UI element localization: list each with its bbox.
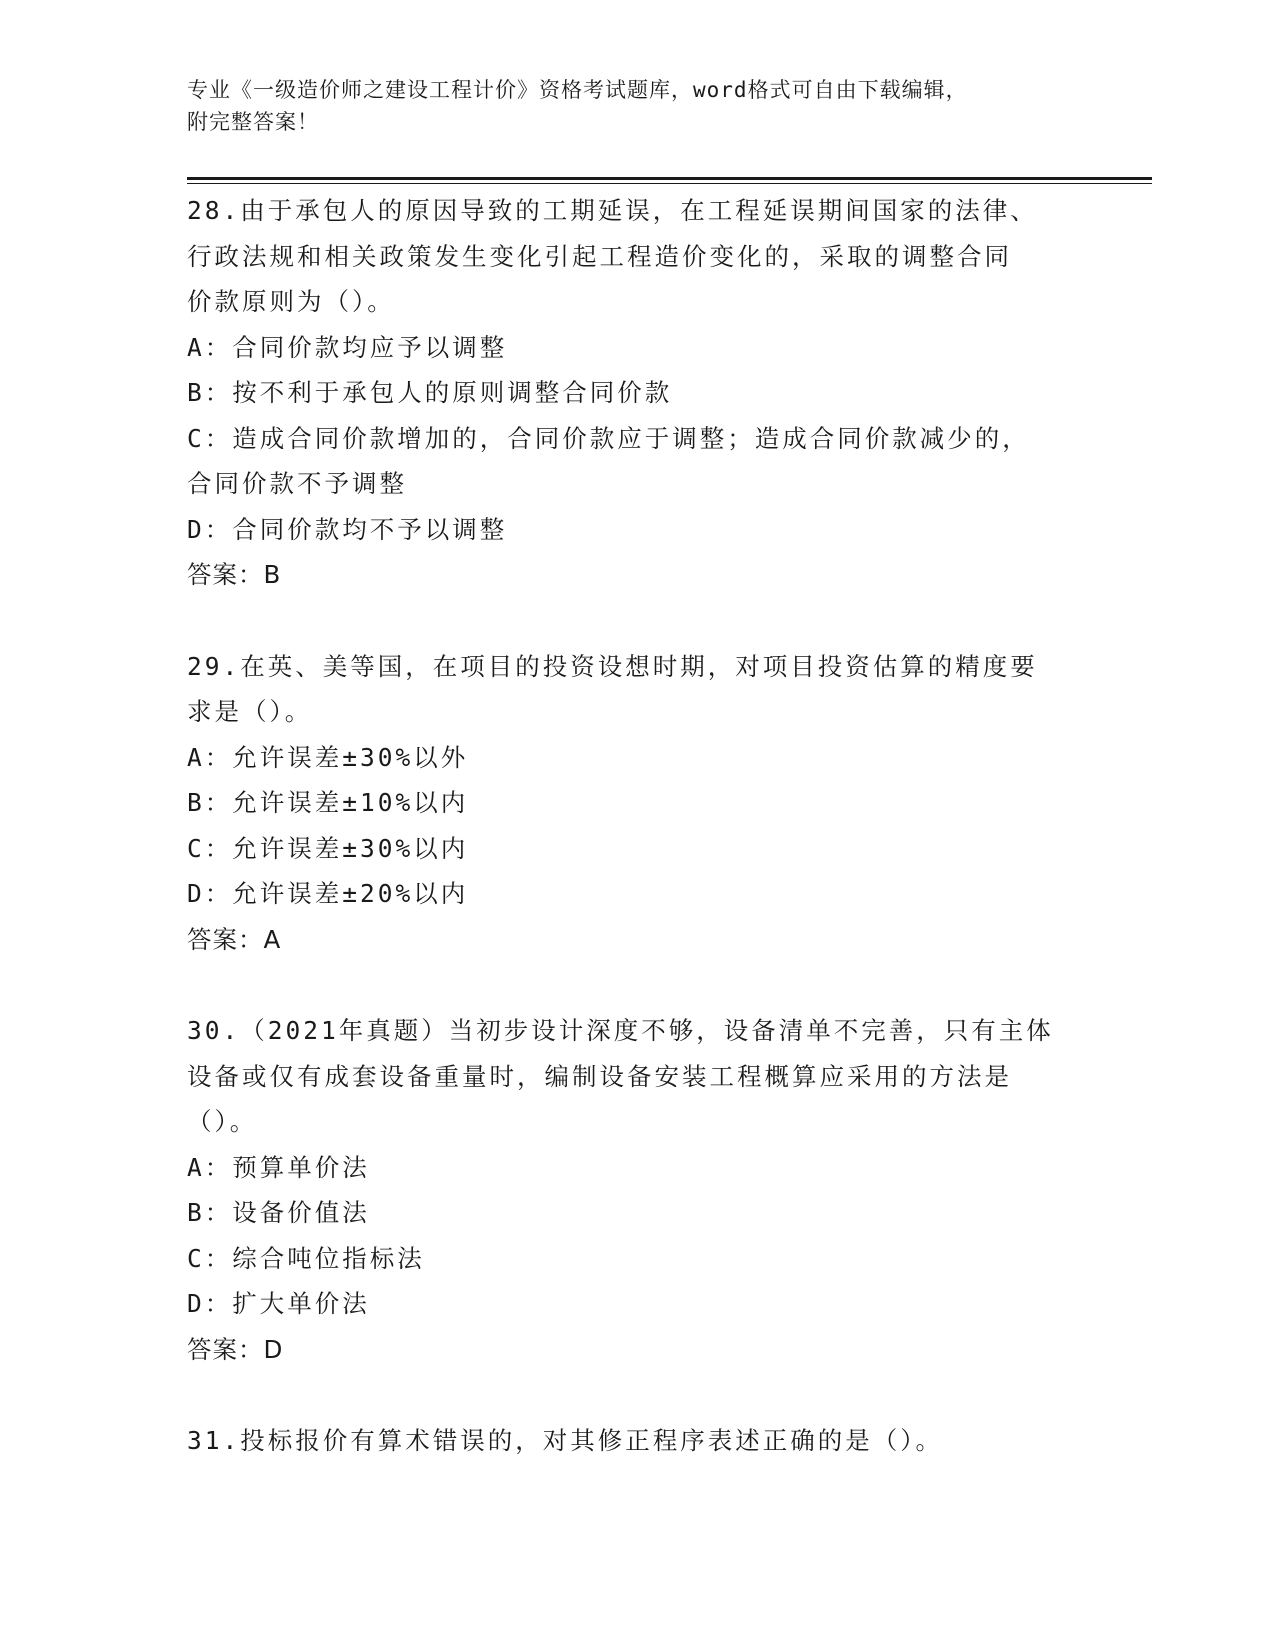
option-b bbox=[187, 1190, 1087, 1236]
answer: 答案：A bbox=[187, 924, 282, 954]
option-a bbox=[187, 325, 1087, 371]
header-line-2: 附完整答案！ bbox=[187, 110, 319, 134]
question-stem bbox=[187, 1418, 1087, 1464]
option-a bbox=[187, 1145, 1087, 1191]
option-line: 合同价款不予调整 bbox=[187, 469, 407, 498]
option-b bbox=[187, 370, 1087, 416]
option-line: B：允许误差±10%以内 bbox=[187, 788, 469, 817]
spacer bbox=[187, 598, 1087, 644]
option-line: C：允许误差±30%以内 bbox=[187, 833, 469, 863]
option-d bbox=[187, 1281, 1087, 1327]
spacer bbox=[187, 1372, 1087, 1418]
option-line: A：合同价款均应予以调整 bbox=[187, 332, 508, 362]
question-stem bbox=[187, 644, 1087, 735]
option-line: A：允许误差±30%以外 bbox=[187, 742, 469, 772]
option-line: D：扩大单价法 bbox=[187, 1289, 370, 1318]
option-line: D：合同价款均不予以调整 bbox=[187, 514, 508, 544]
option-line: C：综合吨位指标法 bbox=[187, 1243, 425, 1273]
option-d bbox=[187, 507, 1087, 553]
option-c bbox=[187, 826, 1087, 872]
stem-line: 行政法规和相关政策发生变化引起工程造价变化的，采取的调整合同 bbox=[187, 241, 1012, 271]
option-c bbox=[187, 1236, 1087, 1282]
option-d bbox=[187, 871, 1087, 917]
header-divider-thin bbox=[187, 183, 1152, 184]
stem-line: 价款原则为（）。 bbox=[187, 287, 395, 316]
question-29 bbox=[187, 644, 1087, 963]
question-stem bbox=[187, 188, 1087, 325]
stem-line: 31.投标报价有算术错误的，对其修正程序表述正确的是（）。 bbox=[187, 1426, 943, 1455]
document-header bbox=[187, 74, 1087, 138]
stem-line: 求是（）。 bbox=[187, 697, 313, 726]
option-line: B：设备价值法 bbox=[187, 1198, 370, 1227]
stem-line: 28.由于承包人的原因导致的工期延误，在工程延误期间国家的法律、 bbox=[187, 196, 1038, 225]
header-divider-thick bbox=[187, 177, 1152, 180]
stem-line: （）。 bbox=[187, 1107, 258, 1136]
option-line: C：造成合同价款增加的，合同价款应于调整；造成合同价款减少的， bbox=[187, 423, 1030, 453]
option-line: D：允许误差±20%以内 bbox=[187, 879, 469, 908]
option-c bbox=[187, 416, 1087, 507]
option-line: A：预算单价法 bbox=[187, 1152, 370, 1182]
option-a bbox=[187, 735, 1087, 781]
option-line: B：按不利于承包人的原则调整合同价款 bbox=[187, 378, 673, 407]
answer: 答案：B bbox=[187, 560, 282, 589]
stem-line: 29.在英、美等国，在项目的投资设想时期，对项目投资估算的精度要 bbox=[187, 651, 1038, 681]
question-30 bbox=[187, 1008, 1087, 1372]
question-list bbox=[187, 188, 1087, 1464]
stem-line: 30.（2021年真题）当初步设计深度不够，设备清单不完善，只有主体 bbox=[187, 1016, 1054, 1045]
option-b bbox=[187, 780, 1087, 826]
spacer bbox=[187, 962, 1087, 1008]
question-31 bbox=[187, 1418, 1087, 1464]
stem-line: 设备或仅有成套设备重量时，编制设备安装工程概算应采用的方法是 bbox=[187, 1061, 1012, 1091]
question-stem bbox=[187, 1008, 1087, 1145]
answer: 答案：D bbox=[187, 1334, 284, 1364]
question-28 bbox=[187, 188, 1087, 598]
header-line-1: 专业《一级造价师之建设工程计价》资格考试题库，word格式可自由下载编辑， bbox=[187, 78, 968, 102]
